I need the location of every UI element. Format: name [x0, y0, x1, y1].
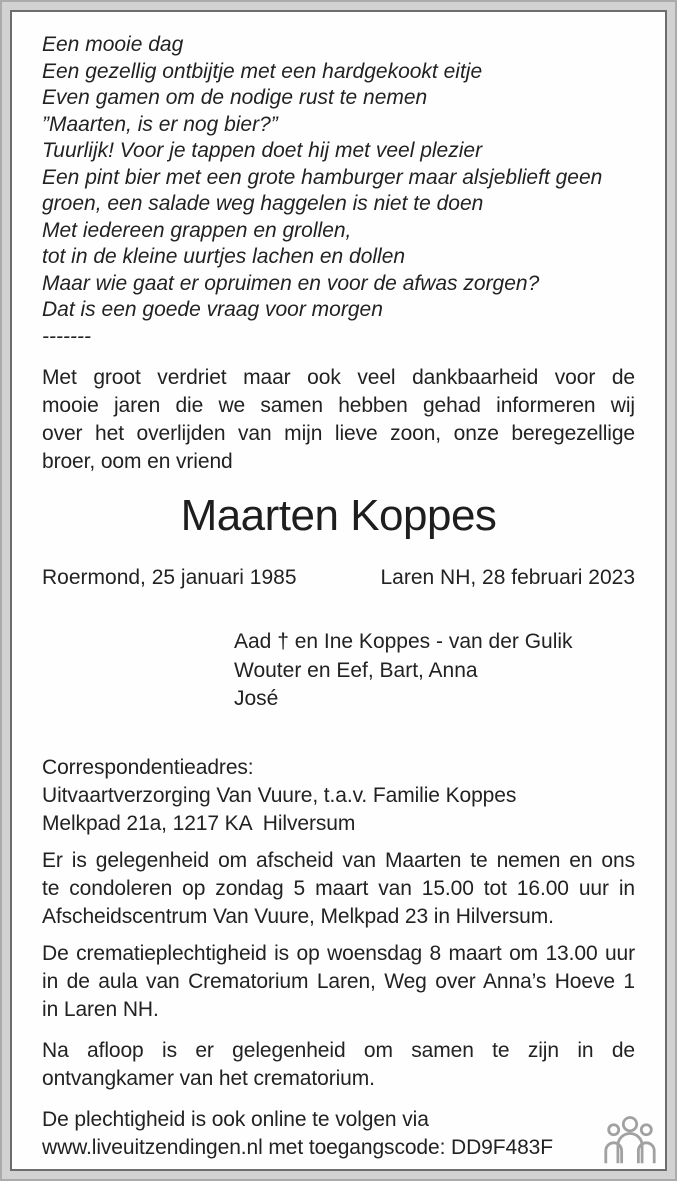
birth-place-date: Roermond, 25 januari 1985	[42, 566, 297, 589]
cremation-line: De crematieplechtigheid is op woensdag 8 maart om 13.00 uur	[42, 941, 635, 965]
announcement-paragraph	[42, 364, 635, 476]
announcement-line: broer, oom en vriend	[42, 450, 233, 473]
announcement-line: over het overlijden van mijn lieve zoon, onze beregezellige	[42, 422, 635, 445]
poem-line: Even gamen om de nodige rust te nemen	[42, 86, 428, 109]
poem-line: Maar wie gaat er opruimen en voor de afwas zorgen?	[42, 271, 540, 295]
poem-line: Een gezellig ontbijtje met een hardgekookt eitje	[42, 59, 483, 83]
correspondence-line: Melkpad 21a, 1217 KA Hilversum	[42, 811, 356, 835]
obituary-card	[10, 10, 667, 1171]
online-line: De plechtigheid is ook online te volgen via	[42, 1107, 429, 1131]
cremation-paragraph	[42, 940, 635, 1024]
farewell-line: Er is gelegenheid om afscheid van Maarten te nemen en ons	[42, 848, 635, 872]
middle-person-head	[623, 1117, 636, 1130]
poem-line: Met iedereen grappen en grollen,	[42, 218, 352, 242]
online-stream-url-line: www.liveuitzendingen.nl met toegangscode: DD9F483F	[42, 1135, 553, 1159]
death-place-date: Laren NH, 28 februari 2023	[380, 566, 635, 589]
family-line: Wouter en Eef, Bart, Anna	[234, 658, 478, 682]
poem	[42, 32, 635, 350]
right-person-head	[641, 1125, 651, 1135]
gathering-line: Na afloop is er gelegenheid om samen te zijn in de	[42, 1038, 635, 1062]
cremation-line: in Laren NH.	[42, 997, 159, 1021]
family-line: Aad † en Ine Koppes - van der Gulik	[234, 630, 573, 653]
dates-row	[42, 564, 635, 592]
poem-line: ”Maarten, is er nog bier?”	[42, 112, 278, 136]
family-line: José	[234, 687, 279, 710]
poem-line: groen, een salade weg haggelen is niet te doen	[42, 192, 484, 215]
poem-line: Een pint bier met een grote hamburger maar alsjeblieft geen	[42, 165, 603, 189]
poem-line: Dat is een goede vraag voor morgen	[42, 298, 383, 321]
farewell-line: te condoleren op zondag 5 maart van 15.00 tot 16.00 uur in	[42, 876, 635, 900]
family-names	[234, 628, 635, 714]
poem-divider-dashes: -------	[42, 324, 91, 348]
announcement-line: mooie jaren die we samen hebben gehad informeren wij	[42, 394, 635, 417]
announcement-line: Met groot verdriet maar ook veel dankbaarheid voor de	[42, 366, 635, 389]
poem-line: tot in de kleine uurtjes lachen en dollen	[42, 245, 406, 268]
cremation-line: in de aula van Crematorium Laren, Weg over Anna’s Hoeve 1	[42, 969, 635, 993]
deceased-name: Maarten Koppes	[180, 491, 497, 540]
farewell-paragraph	[42, 847, 635, 931]
left-person-head	[609, 1125, 619, 1135]
poem-line: Een mooie dag	[42, 33, 184, 56]
correspondence-address	[42, 754, 635, 838]
poem-line: Tuurlijk! Voor je tappen doet hij met veel plezier	[42, 139, 483, 162]
family-icon	[603, 1116, 657, 1164]
farewell-line: Afscheidscentrum Van Vuure, Melkpad 23 in Hilversum.	[42, 904, 554, 928]
correspondence-line: Uitvaartverzorging Van Vuure, t.a.v. Familie Koppes	[42, 783, 517, 807]
gathering-line: ontvangkamer van het crematorium.	[42, 1066, 375, 1090]
online-paragraph	[42, 1106, 635, 1162]
correspondence-label: Correspondentieadres:	[42, 755, 254, 779]
gathering-paragraph	[42, 1037, 635, 1093]
